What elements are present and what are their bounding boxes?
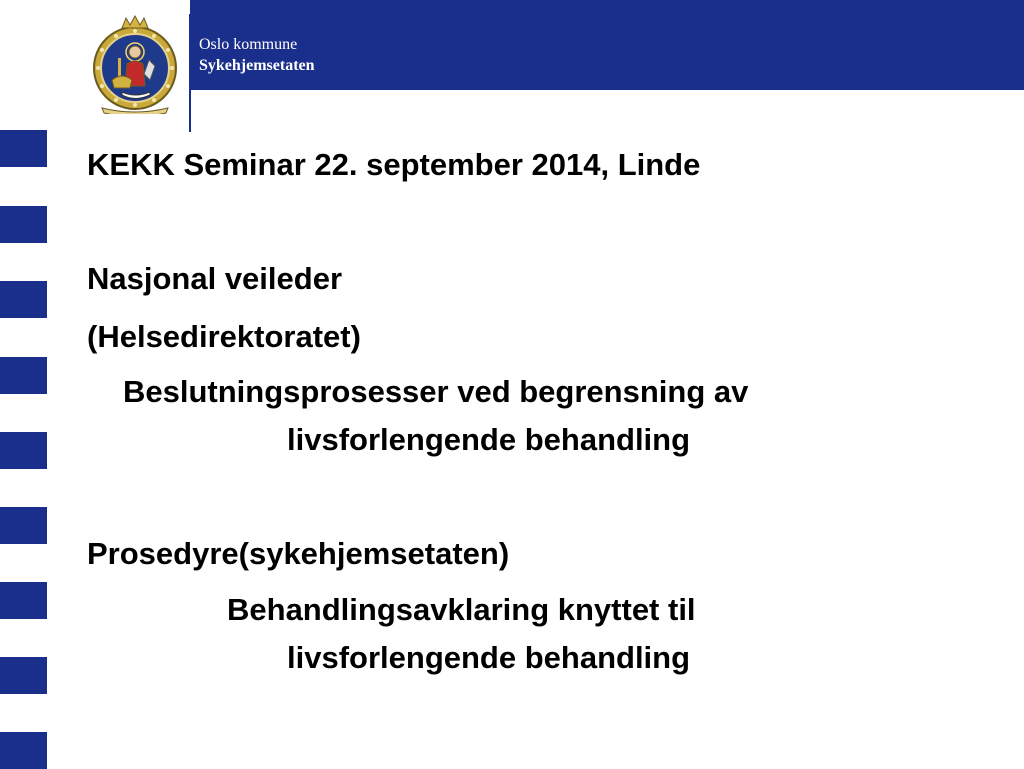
side-square: [0, 732, 47, 769]
side-square: [0, 657, 47, 694]
header-divider: [189, 14, 191, 132]
side-square: [0, 507, 47, 544]
organization-name: [199, 34, 315, 76]
side-square: [0, 130, 47, 167]
guideline-source: (Helsedirektoratet): [87, 319, 361, 354]
procedure-title-line2: livsforlengende behandling: [287, 640, 691, 675]
side-square: [0, 357, 47, 394]
municipality-name: Oslo kommune: [199, 36, 298, 53]
procedure-heading: Prosedyre(sykehjemsetaten): [87, 536, 510, 571]
guideline-title-line1: Beslutningsprosesser ved begrensning av: [123, 374, 749, 409]
side-square: [0, 432, 47, 469]
slide-title: KEKK Seminar 22. september 2014, Linde: [87, 147, 701, 182]
side-square: [0, 582, 47, 619]
procedure-title-line1: Behandlingsavklaring knyttet til: [227, 592, 696, 627]
oslo-coat-of-arms-icon: [92, 14, 178, 114]
agency-name: Sykehjemsetaten: [199, 57, 315, 74]
side-decoration: [0, 130, 47, 768]
guideline-heading: Nasjonal veileder: [87, 261, 343, 296]
side-square: [0, 206, 47, 243]
logo-area: [0, 0, 190, 130]
side-square: [0, 281, 47, 318]
guideline-title-line2: livsforlengende behandling: [287, 422, 691, 457]
